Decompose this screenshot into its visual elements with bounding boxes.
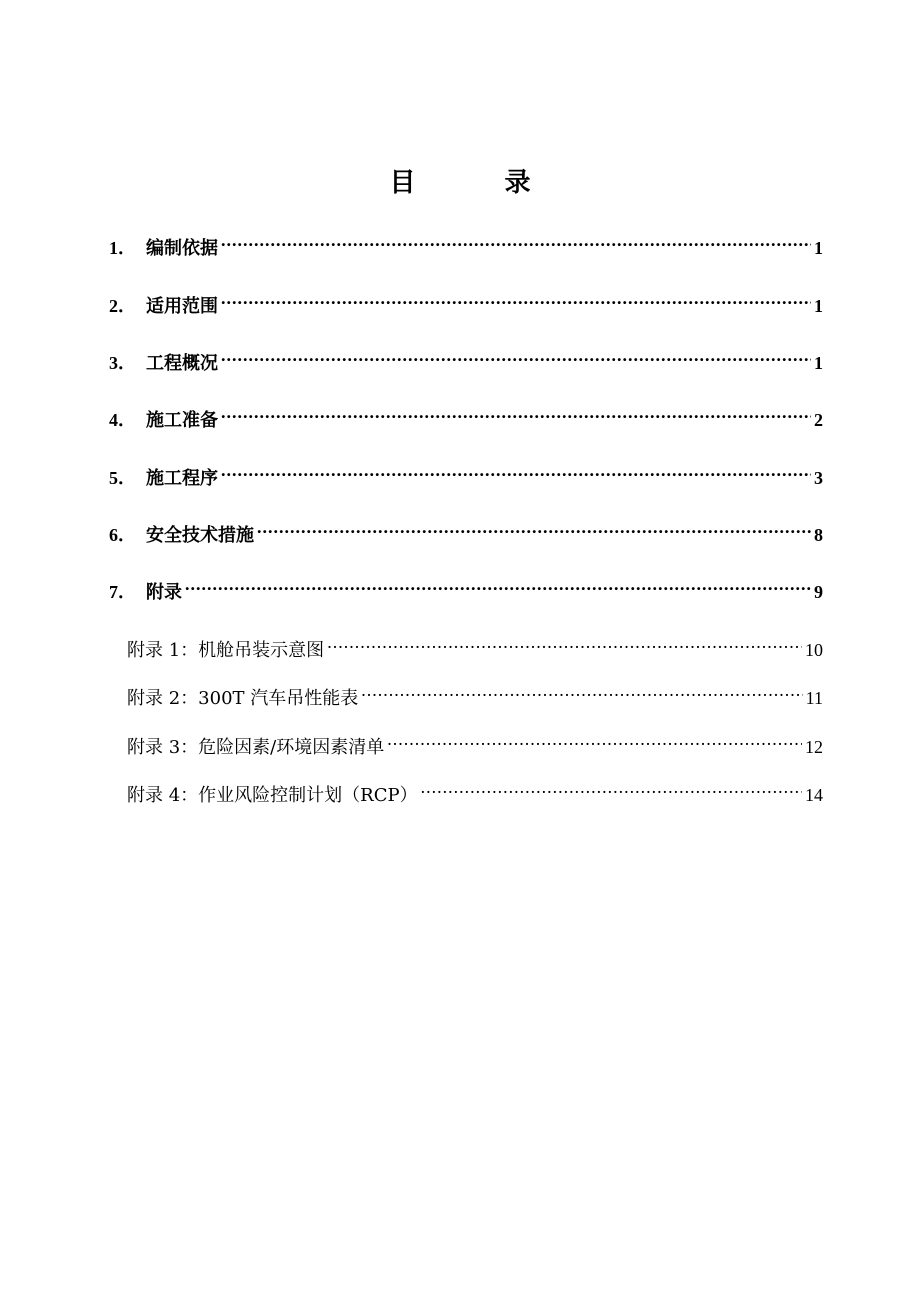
toc-entry-page: 9 — [814, 582, 823, 602]
toc-entry-page: 1 — [814, 296, 823, 316]
toc-entry-label: 附录 3：危险因素/环境因素清单 — [127, 737, 385, 758]
toc-entry-page: 2 — [814, 410, 823, 430]
toc-entry-page: 10 — [805, 640, 823, 660]
toc-dot-leader — [221, 284, 811, 312]
toc-dot-leader — [257, 513, 811, 541]
toc-dot-leader — [387, 725, 802, 753]
toc-appendix-entry-3[interactable] — [127, 725, 823, 758]
toc-entry-number: 6． — [109, 525, 136, 545]
toc-entry-2[interactable] — [109, 284, 823, 317]
toc-entry-label: 附录 4：作业风险控制计划（RCP） — [127, 785, 418, 806]
toc-entry-label: 工程概况 — [146, 353, 218, 374]
toc-entry-number: 5． — [109, 468, 136, 488]
toc-entry-label: 施工准备 — [146, 410, 218, 431]
toc-entry-page: 1 — [814, 353, 823, 373]
toc-appendix-entry-1[interactable] — [127, 628, 823, 661]
toc-dot-leader — [361, 676, 802, 704]
toc-appendix-entry-2[interactable] — [127, 676, 823, 709]
toc-dot-leader — [221, 398, 811, 426]
toc-dot-leader — [327, 628, 802, 656]
toc-dot-leader — [185, 570, 811, 598]
toc-dot-leader — [221, 226, 811, 254]
toc-entry-page: 12 — [805, 737, 823, 757]
toc-entry-page: 8 — [814, 525, 823, 545]
toc-entry-label: 附录 2：300T 汽车吊性能表 — [127, 688, 359, 709]
toc-entry-number: 1． — [109, 238, 136, 258]
toc-entry-page: 3 — [814, 468, 823, 488]
toc-entry-page: 14 — [805, 785, 823, 805]
toc-entry-page: 1 — [814, 238, 823, 258]
toc-entry-number: 4． — [109, 410, 136, 430]
toc-entry-label: 适用范围 — [146, 296, 218, 317]
toc-entry-label: 附录 — [146, 582, 182, 603]
toc-entry-label: 安全技术措施 — [146, 525, 254, 546]
toc-entry-5[interactable] — [109, 456, 823, 489]
toc-entry-label: 编制依据 — [146, 238, 218, 259]
toc-entry-label: 附录 1：机舱吊装示意图 — [127, 640, 325, 661]
toc-entry-page: 11 — [805, 688, 823, 708]
toc-entry-number: 2． — [109, 296, 136, 316]
toc-entry-6[interactable] — [109, 513, 823, 546]
toc-entry-7[interactable] — [109, 570, 823, 603]
toc-dot-leader — [221, 456, 811, 484]
toc-entry-4[interactable] — [109, 398, 823, 431]
toc-entry-number: 3． — [109, 353, 136, 373]
toc-entry-number: 7． — [109, 582, 136, 602]
toc-dot-leader — [221, 341, 811, 369]
toc-dot-leader — [421, 773, 802, 801]
toc-entry-label: 施工程序 — [146, 468, 218, 489]
toc-entry-1[interactable] — [109, 226, 823, 259]
toc-appendix-entry-4[interactable] — [127, 773, 823, 806]
toc-title: 目 录 — [389, 168, 571, 198]
toc-entry-3[interactable] — [109, 341, 823, 374]
